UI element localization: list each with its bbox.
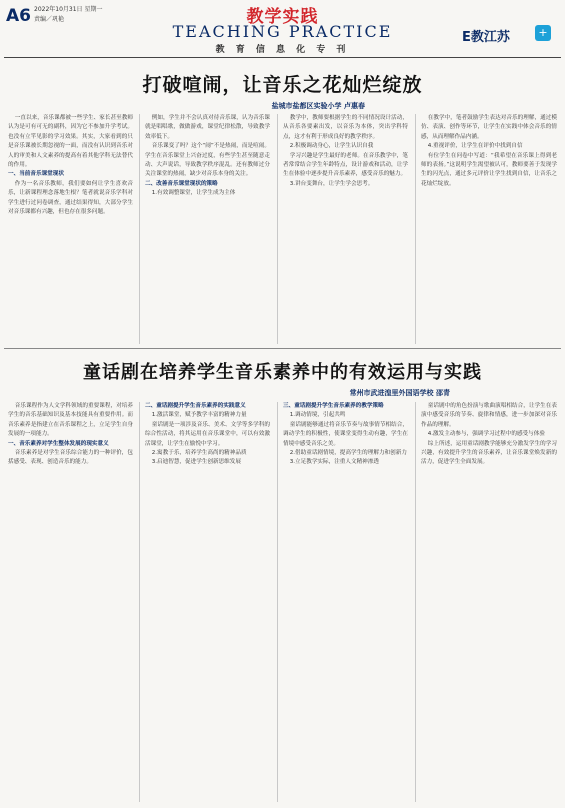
paragraph: 3.讲台变舞台，让学生学会思考。 xyxy=(289,180,374,187)
column-divider xyxy=(139,114,140,344)
paragraph: 作为一名音乐教师，我们要如何让学生喜欢音乐，让新课程理念落地生根？笔者就说音乐学科对学生进行过问卷调查，通过结果得知，大部分学生对音乐课都有兴趣，但也存在很多问题。 xyxy=(8,180,133,216)
paragraph: 音乐课程作为人文学科领域的重要课程，对培养学生的音乐基础知识及基本技能具有重要作用。而音乐素养是指建立在音乐课程之上，立足学生自身发展的一项能力。 xyxy=(8,403,133,438)
plus-icon: + xyxy=(535,25,551,41)
paragraph: 一直以来，音乐课都被一些学生、家长甚至教师认为是可有可无的副科，因为它不参加升学考试。也没有立竿见影的学习效果。其实，大家看到的只是音乐课被长期忽视的一面，而没有认识到音乐对人的审美和人文素养的提高有着其他学科无法替代的作用。 xyxy=(8,115,133,169)
paragraph: 1.激活课堂，赋予教学丰富的精神力量 xyxy=(151,412,247,419)
issue-date: 2022年10月31日 星期一 xyxy=(34,6,103,13)
page-number: A6 xyxy=(6,6,31,26)
editor-credit: 责编／巩艳 xyxy=(34,16,65,23)
article2-byline: 常州市武进湟里外国语学校 邵青 xyxy=(349,389,450,397)
paragraph: 音乐课变了吗？这个“闹”不是热闹，而是喧闹。学生在音乐课堂上兴奋过度，有些学生甚至随意走动、大声说话，导致教学秩序混乱。还有教师过分关注课堂的热闹，缺少对音乐本身的关注。 xyxy=(145,143,270,178)
paragraph: 3.立足教学实际，注重人文精神渗透 xyxy=(289,459,379,466)
paragraph: 4.激发主动参与，强调学习过程中的感受与体验 xyxy=(427,431,545,438)
section-heading: 一、当前音乐课堂现状 xyxy=(8,171,64,178)
article1-column-1 xyxy=(8,114,133,344)
masthead-rule xyxy=(4,57,561,58)
article1-column-4 xyxy=(421,114,557,344)
paragraph: 童话剧中的角色扮演与歌曲演唱相结合，让学生在表演中感受音乐的节奏、旋律和情感，进一步加深对音乐作品的理解。 xyxy=(421,403,557,428)
column-divider xyxy=(415,114,416,344)
section-subtitle: 教 育 信 息 化 专 刊 xyxy=(215,45,350,55)
section-heading: 一、音乐素养对学生整体发展的现实意义 xyxy=(8,440,109,447)
section-heading: 三、童话剧提升学生音乐素养的教学策略 xyxy=(283,403,384,409)
article2-headline: 童话剧在培养学生音乐素养中的有效运用与实践 xyxy=(83,362,482,383)
paragraph: 音乐素养是对学生音乐综合能力的一种评价，包括感受、表现、创造音乐的能力。 xyxy=(8,450,133,466)
column-divider xyxy=(277,402,278,802)
paragraph: 2.借助童话剧情境，提高学生的理解力和创新力 xyxy=(289,450,407,457)
paragraph: 1.有效调整课堂，让学生成为主体 xyxy=(151,190,236,197)
paragraph: 例如，学生并不会认真对待音乐课，认为音乐课就是唱唱歌，做做游戏，课堂纪律松散，导致教学效率低下。 xyxy=(145,115,270,140)
article1-column-3 xyxy=(283,114,408,344)
section-heading: 二、童话剧提升学生音乐素养的实践意义 xyxy=(145,403,246,409)
column-divider xyxy=(139,402,140,802)
paragraph: 在教学中，笔者鼓励学生表达对音乐的理解，通过模仿、表演、创作等环节，让学生在实践中体会音乐的情感，从而理解作品内涵。 xyxy=(421,115,557,140)
brand-logo-text: E教江苏 xyxy=(462,30,510,45)
article-divider xyxy=(4,348,561,349)
column-divider xyxy=(277,114,278,344)
paragraph: 学习兴趣是学生最好的老师。在音乐教学中，笔者常常结合学生年龄特点，设计游戏和活动，让学生在体验中逐步提升音乐素养，感受音乐的魅力。 xyxy=(283,152,408,178)
paragraph: 教学中，教师要根据学生的不同情况设计活动，从音乐各要素出发，以音乐为本体，突出学科特点，这才有利于形成良好的教学秩序。 xyxy=(283,115,408,140)
article1-headline: 打破喧闹，让音乐之花灿烂绽放 xyxy=(142,74,423,96)
paragraph: 童话剧是一项涉及音乐、美术、文学等多学科的综合性活动，将其运用在音乐课堂中，可以有效激活课堂，让学生在愉悦中学习。 xyxy=(145,421,270,447)
article2-column-4 xyxy=(421,402,557,802)
article1-column-2 xyxy=(145,114,270,344)
paragraph: 4.重视评价，让学生在评价中找到自信 xyxy=(427,143,523,150)
article1-byline: 盐城市盐都区实验小学 卢惠春 xyxy=(271,102,365,110)
section-title-cn: 教学实践 xyxy=(246,7,319,27)
paragraph: 2.寓教于乐，培养学生高尚的精神品质 xyxy=(151,450,247,457)
paragraph: 3.启迪智慧，促进学生创新思维发展 xyxy=(151,459,241,466)
column-divider xyxy=(415,402,416,802)
article2-column-3 xyxy=(283,402,408,802)
paragraph: 童话剧能够通过将音乐节奏与故事情节相结合，调动学生的积极性，使课堂变得生动有趣，学生在情境中感受音乐之美。 xyxy=(283,421,408,447)
paragraph: 有位学生在问卷中写道：“我希望在音乐课上得到老师的表扬。”这说明学生渴望被认可，教师要善于发现学生的闪光点，通过多元评价让学生找到自信，让音乐之花灿烂绽放。 xyxy=(421,152,557,187)
section-title-en: TEACHING PRACTICE xyxy=(172,22,393,41)
paragraph: 1.调动情境，引起共鸣 xyxy=(289,412,346,419)
article2-column-2 xyxy=(145,402,270,802)
article2-column-1 xyxy=(8,402,133,802)
paragraph: 2.积极调动身心，让学生认识自我 xyxy=(289,143,374,150)
paragraph: 综上所述，运用童话剧教学能够充分激发学生的学习兴趣，有效提升学生的音乐素养，让音乐课堂焕发新的活力，促进学生全面发展。 xyxy=(421,440,557,466)
section-heading: 二、改善音乐课堂现状的策略 xyxy=(145,180,218,187)
